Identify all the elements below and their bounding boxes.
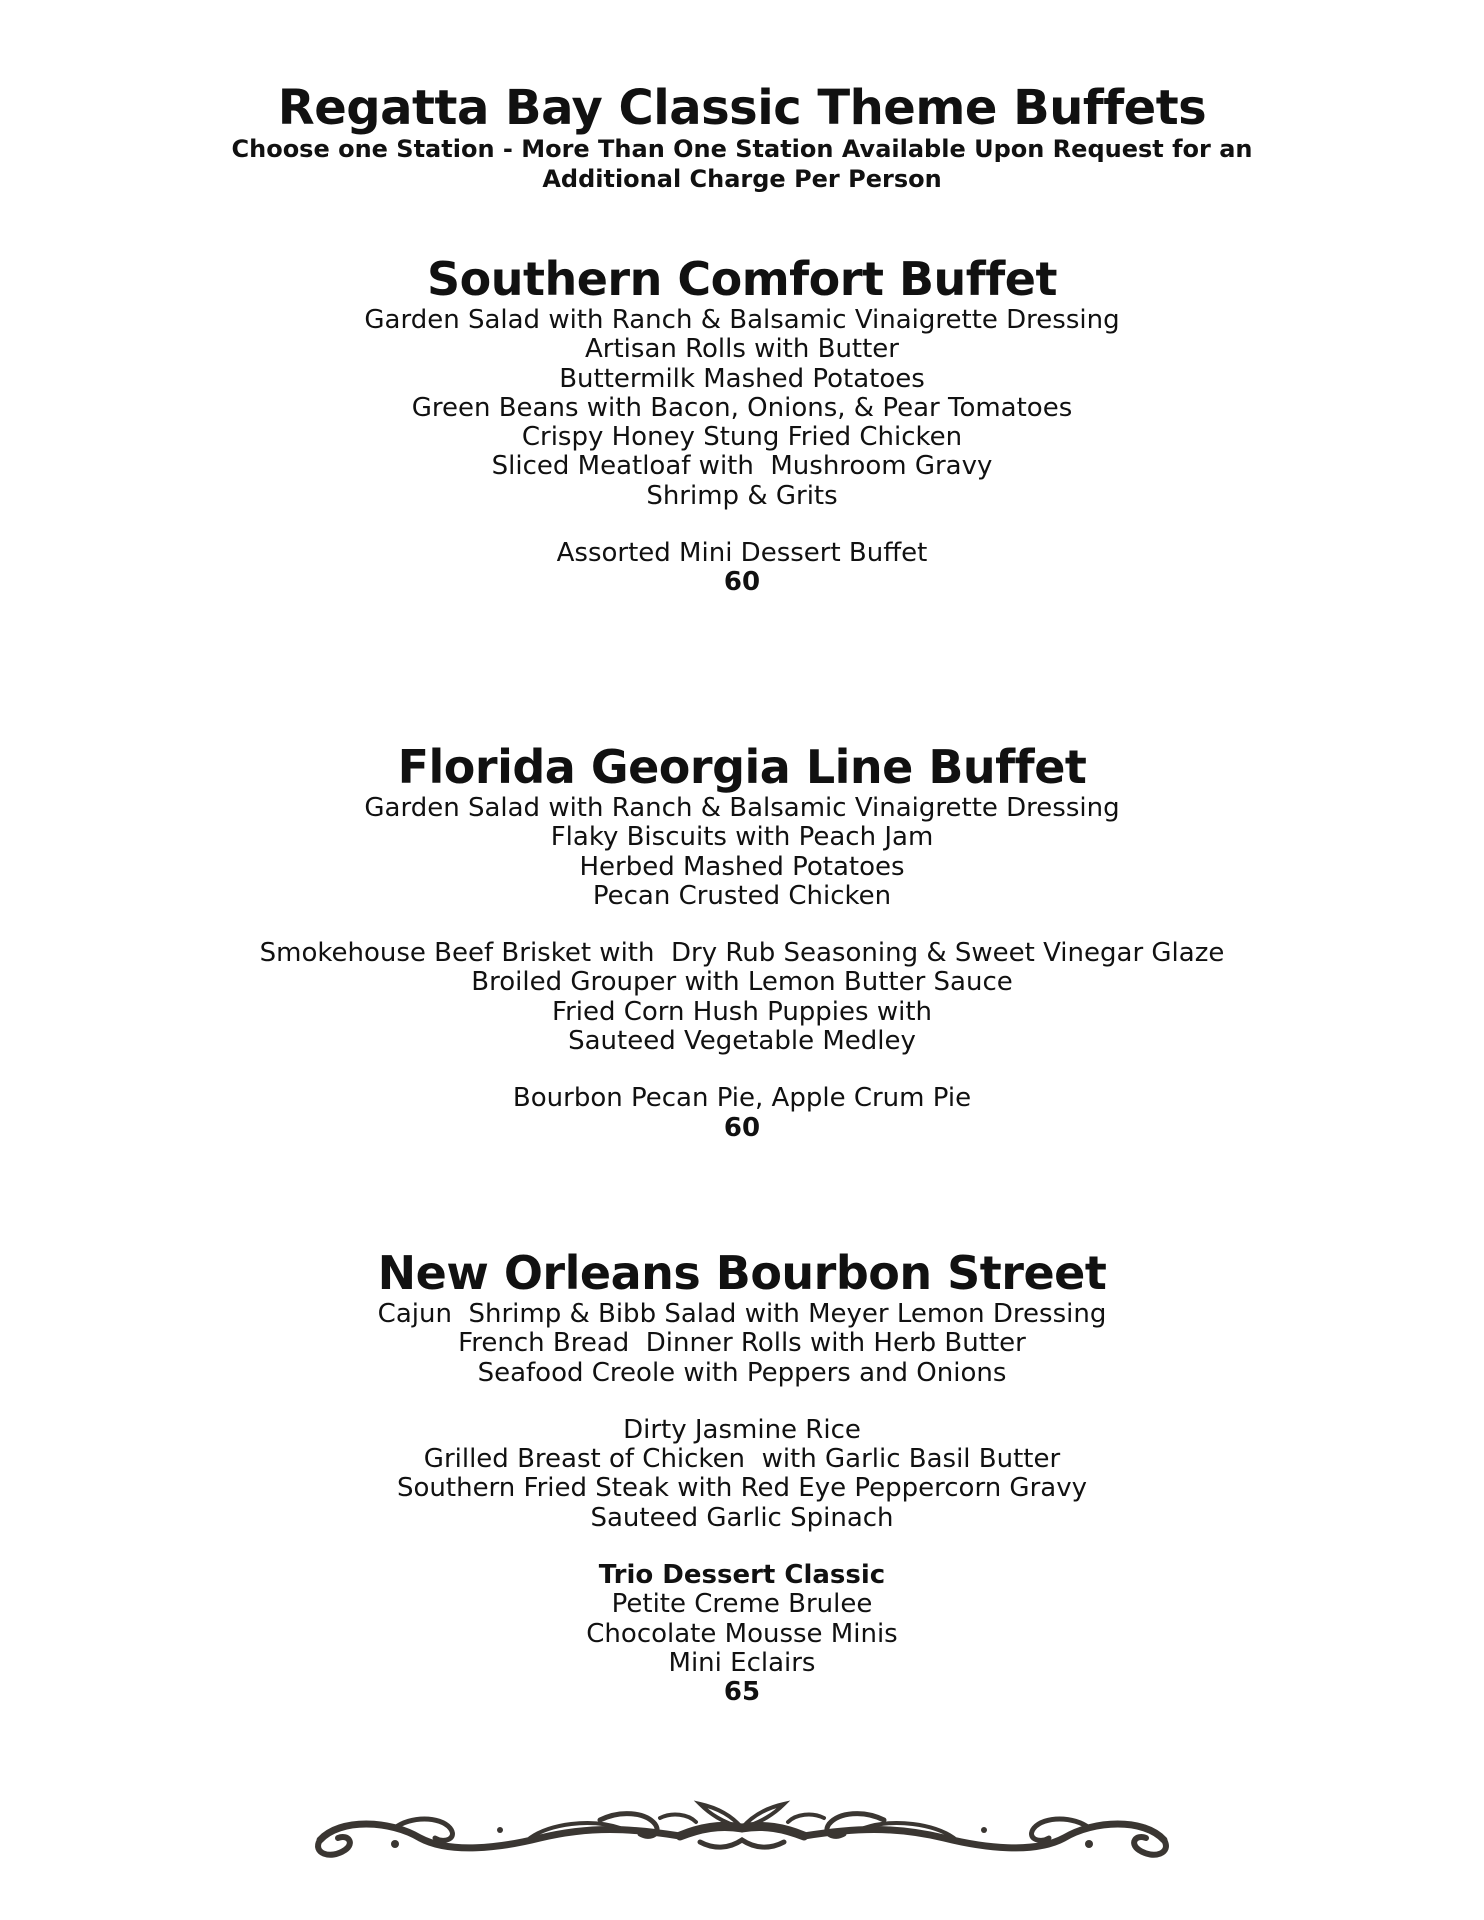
section-florida-georgia-line <box>0 740 1484 1143</box>
menu-item: Garden Salad with Ranch & Balsamic Vinaigrette Dressing <box>364 305 1120 335</box>
section-new-orleans-bourbon-street <box>0 1246 1484 1707</box>
menu-item: Green Beans with Bacon, Onions, & Pear Tomatoes <box>411 392 1073 423</box>
section-title: New Orleans Bourbon Street <box>377 1246 1107 1300</box>
menu-item: Pecan Crusted Chicken <box>592 880 892 911</box>
dessert-item: Mini Eclairs <box>668 1647 816 1678</box>
price: 60 <box>723 567 761 598</box>
menu-item: Sliced Meatloaf with Mushroom Gravy <box>491 451 993 482</box>
menu-item: French Bread Dinner Rolls with Herb Butter <box>458 1328 1026 1359</box>
menu-item: Herbed Mashed Potatoes <box>579 851 905 882</box>
price: 65 <box>723 1677 761 1708</box>
menu-item: Sauteed Vegetable Medley <box>568 1026 916 1057</box>
menu-item: Flaky Biscuits with Peach Jam <box>550 822 934 853</box>
menu-item: Broiled Grouper with Lemon Butter Sauce <box>471 967 1013 998</box>
menu-item: Southern Fried Steak with Red Eye Peppercorn Gravy <box>397 1473 1087 1504</box>
scroll-flourish-icon <box>300 1798 1184 1868</box>
menu-item: Garden Salad with Ranch & Balsamic Vinaigrette Dressing <box>364 793 1120 823</box>
section-title: Southern Comfort Buffet <box>427 252 1057 306</box>
menu-item: Shrimp & Grits <box>646 480 838 511</box>
menu-item: Buttermilk Mashed Potatoes <box>559 363 925 394</box>
page-title: Regatta Bay Classic Theme Buffets <box>277 80 1207 136</box>
menu-item: Smokehouse Beef Brisket with Dry Rub Seasoning & Sweet Vinegar Glaze <box>259 938 1225 969</box>
menu-item: Seafood Creole with Peppers and Onions <box>477 1357 1007 1388</box>
menu-item: Fried Corn Hush Puppies with <box>552 996 932 1027</box>
menu-item: Cajun Shrimp & Bibb Salad with Meyer Lemon Dressing <box>377 1299 1107 1329</box>
dessert-item: Bourbon Pecan Pie, Apple Crum Pie <box>512 1083 972 1114</box>
page-subtitle: Choose one Station - More Than One Station Available Upon Request for an Additional Charge Per Person <box>231 135 1253 193</box>
menu-item: Grilled Breast of Chicken with Garlic Basil Butter <box>423 1444 1061 1475</box>
menu-item: Sauteed Garlic Spinach <box>590 1502 894 1533</box>
dessert-item: Petite Creme Brulee <box>611 1589 873 1620</box>
section-southern-comfort <box>0 252 1484 597</box>
menu-item: Dirty Jasmine Rice <box>623 1414 861 1445</box>
section-title: Florida Georgia Line Buffet <box>397 740 1087 794</box>
dessert-title: Trio Dessert Classic <box>598 1560 886 1591</box>
menu-item: Crispy Honey Stung Fried Chicken <box>521 422 963 453</box>
dessert-item: Chocolate Mousse Minis <box>586 1618 898 1649</box>
menu-item: Artisan Rolls with Butter <box>585 334 899 365</box>
dessert-item: Assorted Mini Dessert Buffet <box>556 538 928 569</box>
price: 60 <box>723 1112 761 1143</box>
